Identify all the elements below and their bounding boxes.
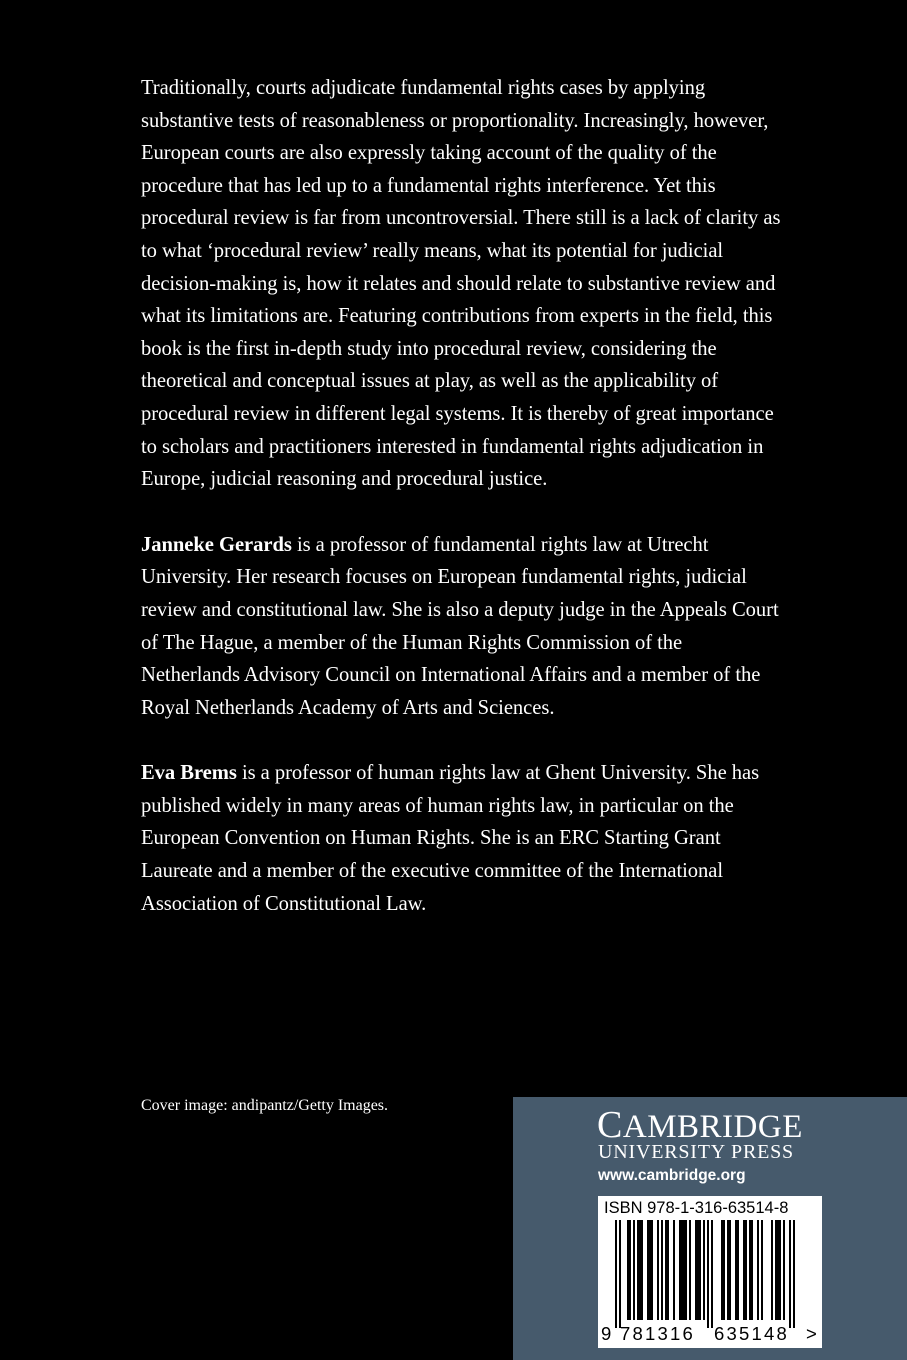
barcode-icon <box>609 1220 811 1330</box>
author-bio-gerards <box>141 529 781 725</box>
isbn-barcode-panel <box>598 1196 822 1348</box>
author-bio-brems <box>141 757 781 920</box>
publisher-logo-initial: C <box>597 1104 623 1146</box>
barcode-left-group: 781316 <box>620 1323 695 1344</box>
publisher-logo-rest: AMBRIDGE <box>622 1109 803 1145</box>
barcode-right-group: 635148 <box>714 1323 789 1344</box>
isbn-label: ISBN 978-1-316-63514-8 <box>604 1199 789 1217</box>
barcode-lead-digit: 9 <box>601 1323 612 1344</box>
author-bio-gerards-text: is a professor of fundamental rights law at Utrecht University. Her research focuses on European fundamental rights, judicial review and constitutional law. She is also a deputy judge in the Appeals Court of The Hague, a member of the Human Rights Commission of the Netherlands Advisory Council on International Affairs and a member of the Royal Netherlands Academy of Arts and Sciences. <box>141 533 779 719</box>
author-name-gerards: Janneke Gerards <box>141 533 292 556</box>
author-bio-brems-text: is a professor of human rights law at Ghent University. She has published widely in many areas of human rights law, in particular on the European Convention on Human Rights. She is an ERC Starting Grant Laureate and a member of the executive committee of the International Association of Constitutional Law. <box>141 762 760 915</box>
publisher-subtitle: UNIVERSITY PRESS <box>598 1141 794 1163</box>
publisher-box <box>513 1097 907 1360</box>
cover-image-credit: Cover image: andipantz/Getty Images. <box>141 1097 389 1114</box>
author-name-brems: Eva Brems <box>141 762 237 785</box>
back-cover-blurb <box>141 72 781 920</box>
book-description: Traditionally, courts adjudicate fundamental rights cases by applying substantive tests of reasonableness or proportionality. Increasingly, however, European courts are also expressly taking account of the quality of the procedure that has led up to a fundamental rights interference. Yet this procedural review is far from uncontroversial. There still is a lack of clarity as to what ‘procedural review’ really means, what its potential for judicial decision-making is, how it relates and should relate to substantive review and what its limitations are. Featuring contributions from experts in the field, this book is the first in-depth study into procedural review, considering the theoretical and conceptual issues at play, as well as the applicability of procedural review in different legal systems. It is thereby of great importance to scholars and practitioners interested in fundamental rights adjudication in Europe, judicial reasoning and procedural justice. <box>141 77 781 491</box>
publisher-url: www.cambridge.org <box>598 1167 746 1184</box>
barcode-quiet-zone-mark: > <box>806 1323 817 1344</box>
publisher-logo <box>597 1104 803 1146</box>
